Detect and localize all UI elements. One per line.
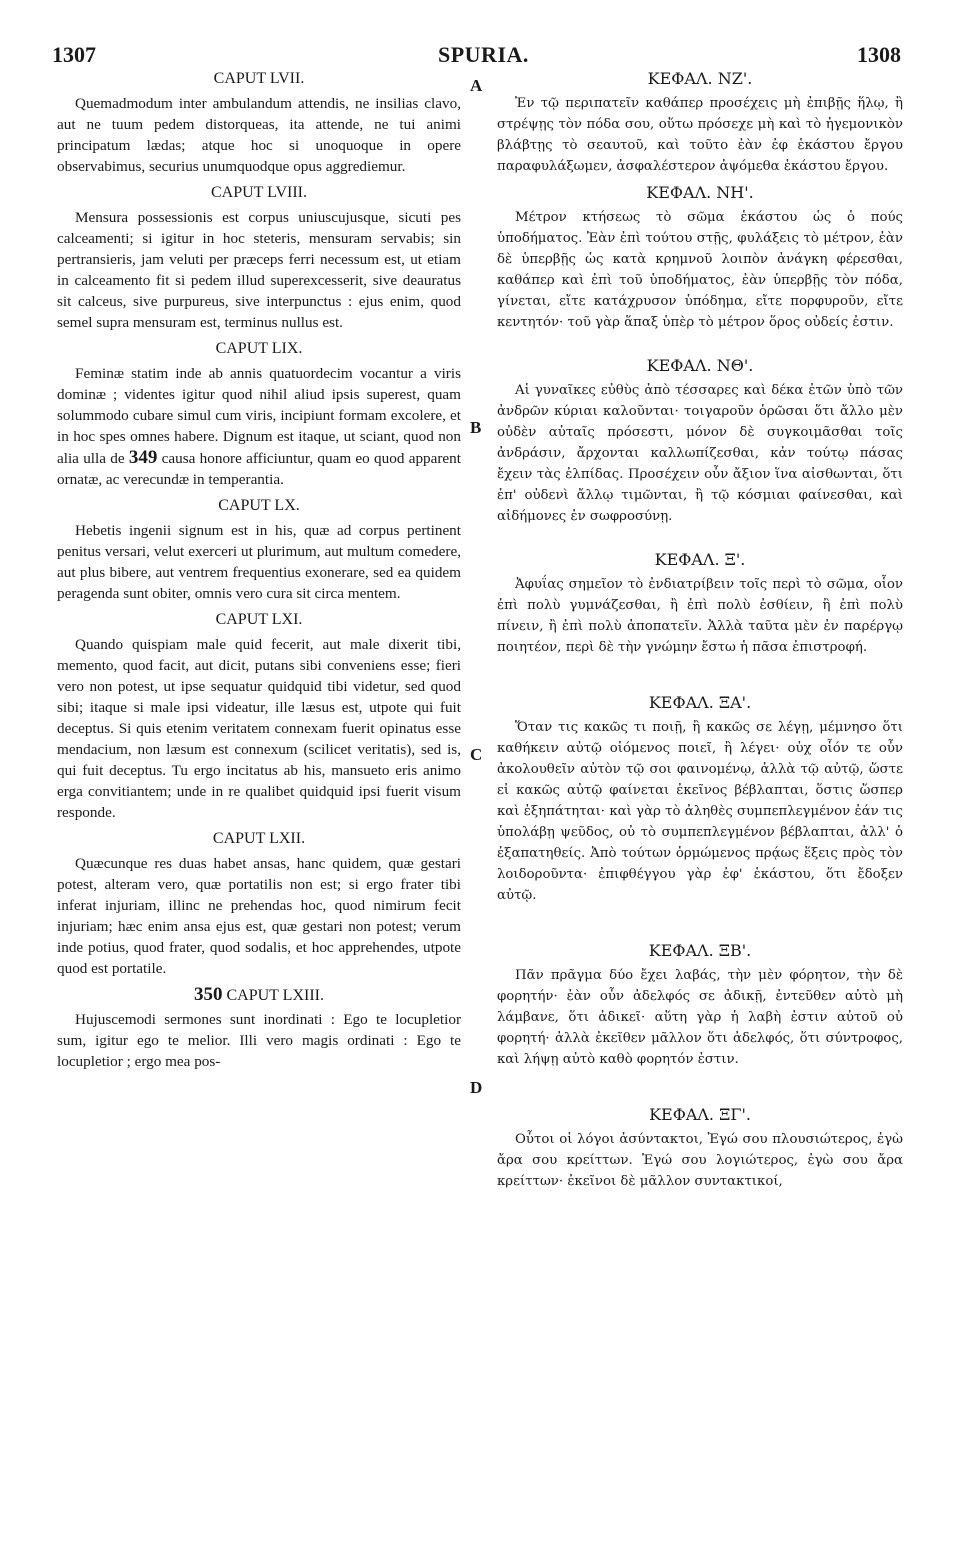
section-heading: CAPUT LX. xyxy=(218,497,300,514)
latin-section xyxy=(57,609,461,823)
section-text: Μέτρον κτήσεως τὸ σῶμα ἑκάστου ὡς ὁ πούς ὑποδήματος. Ἐὰν ἐπὶ τούτου στῇς, φυλάξεις τὸ μέτρον, ἐὰν δὲ ὑπερβῇς ὡς κατὰ κρημνοῦ λοιπὸν ἀνάγκη φέρεσθαι, καθάπερ καὶ ἐπὶ τοῦ ὑποδήματος, ἐὰν ὑπερβῇς τὸν πόδα, γίνεται, εἴτε κατάχρυσον ὑπόδημα, εἴτε πορφυροῦν, εἴτε κεντητόν· τοῦ γὰρ ἅπαξ ὑπὲρ τὸ μέτρον ὅρος οὐδείς ἐστιν. xyxy=(497,210,903,330)
latin-section xyxy=(57,495,461,604)
section-heading: CAPUT LXI. xyxy=(215,611,303,628)
running-title: SPURIA. xyxy=(438,42,529,67)
section-heading: ΚΕΦΑΛ. ΞΒ'. xyxy=(648,941,752,960)
greek-column xyxy=(497,68,903,1192)
section-heading: ΚΕΦΑΛ. ΝΗ'. xyxy=(646,183,754,202)
section-heading: ΚΕΦΑΛ. ΞΑ'. xyxy=(648,693,752,712)
latin-section xyxy=(57,828,461,979)
section-heading: ΚΕΦΑΛ. ΝΖ'. xyxy=(647,69,753,88)
latin-section xyxy=(57,182,461,333)
margin-letter-c: C xyxy=(470,745,483,764)
section-heading: ΚΕΦΑΛ. ΝΘ'. xyxy=(646,356,754,375)
section-text xyxy=(57,363,461,490)
section-text: Αἱ γυναῖκες εὐθὺς ἀπὸ τέσσαρες καὶ δέκα ἐτῶν ὑπὸ τῶν ἀνδρῶν κύριαι καλοῦνται· τοιγαροῦν ὁρῶσαι ὅτι ἄλλο μὲν οὐδὲν αὐταῖς πρόσεστι, μόνον δὲ συγκοιμᾶσθαι τοῖς ἀνδράσιν, ἄρχονται καλλωπίζεσθαι, κἀν τούτῳ πάσας ἔχειν τὰς ἐλπίδας. Προσέχειν οὖν ἄξιον ἵνα αἰσθωνται, ὅτι ἐπ' οὐδενὶ ἄλλῳ τιμῶνται, ἢ τῷ κόσμιαι φαίνεσθαι, καὶ αἰδήμονες ἐν σωφροσύνῃ. xyxy=(497,383,903,524)
latin-section xyxy=(57,68,461,177)
margin-letter-d: D xyxy=(470,1078,483,1097)
section-text: Hebetis ingenii signum est in his, quæ ad corpus pertinent penitus versari, velut exerceri ut plurimum, aut multum comedere, aut plus bibere, aut ventrem frequentius exonerare, sed ea quidem peragenda sunt obiter, omnis vero cura sit circa mentem. xyxy=(57,522,461,602)
column-number-350: 350 xyxy=(194,984,223,1005)
margin-letter-b: B xyxy=(470,418,482,437)
section-heading: ΚΕΦΑΛ. ΞΓ'. xyxy=(649,1105,751,1124)
section-heading xyxy=(57,984,461,1005)
section-heading: CAPUT LIX. xyxy=(215,340,303,357)
section-heading: CAPUT LVIII. xyxy=(210,184,307,201)
left-page-number: 1307 xyxy=(52,42,96,67)
caption-text: CAPUT LXIII. xyxy=(226,987,324,1004)
margin-letter-a: A xyxy=(470,76,483,95)
column-number-349: 349 xyxy=(128,447,158,468)
greek-section xyxy=(497,940,903,1070)
greek-section xyxy=(497,692,903,906)
section-text: Πᾶν πρᾶγμα δύο ἔχει λαβάς, τὴν μὲν φόρητον, τὴν δὲ φορητήν· ἐὰν οὖν ἀδελφός σε ἀδικῇ, ἐντεῦθεν αὐτὸ μὴ λάμβανε, ὅτι ἀδικεῖ· αὕτη γὰρ ἡ λαβὴ ἐστιν αὐτοῦ οὐ φορητή· ἀλλὰ ἐκεῖθεν μᾶλλον ὅτι ἀδελφός, ὅτι σύντροφος, καὶ λήψῃ αὐτὸ καθὸ φορητόν ἐστιν. xyxy=(497,968,903,1067)
section-text: Ὅταν τις κακῶς τι ποιῇ, ἢ κακῶς σε λέγῃ, μέμνησο ὅτι καθήκειν αὐτῷ οἰόμενος ποιεῖ, ἢ λέγει· οὐχ οἷόν τε οὖν ἀκολουθεῖν αὐτὸν τῷ σοι φαινομένῳ, ἀλλὰ τῷ αὐτῷ, ὥστε εἰ κακῶς αὐτῷ φαίνεται ἐκεῖνος βέβλαπται, ὅστις ὥσπερ καὶ ἐξηπάτηται· καὶ γὰρ τὸ ἀληθὲς συμπεπλεγμένον ἐάν τις ὑπολάβῃ ψεῦδος, οὐ τὸ συμπεπλεγμένον βέβλαπται, ἀλλ' ὁ ἐξαπατηθείς. Ἀπὸ τούτων ὁρμώμενος πρᾴως ἕξεις πρὸς τὸν λοιδοροῦντα· ἐπιφθέγγου γὰρ ἐφ' ἑκάστου, ὅτι ἔδοξεν αὐτῷ. xyxy=(497,720,903,903)
section-text: Ἐν τῷ περιπατεῖν καθάπερ προσέχεις μὴ ἐπιβῇς ἥλῳ, ἢ στρέψῃς τὸν πόδα σου, οὕτω πρόσεχε μὴ καὶ τὸ ἡγεμονικὸν βλάβτῃς τὸ σεαυτοῦ, καὶ τοῦτο ἐὰν ἐφ ἑκάστου ἔργου παραφυλάξωμεν, ἀσφαλέστερον ἀψόμεθα ἑκάστου ἔργου. xyxy=(497,96,903,174)
right-page-number: 1308 xyxy=(857,42,901,67)
greek-section xyxy=(497,1104,903,1192)
section-heading: CAPUT LXII. xyxy=(212,830,306,847)
greek-section xyxy=(497,355,903,527)
text-part: causa honore afficiuntur, quam eo quod apparent ornatæ, ac verecundæ in temperantia. xyxy=(57,450,461,488)
section-text: Hujuscemodi sermones sunt inordinati : Ego te locupletior sum, igitur ego te melior. Illi vero magis ordinati : Ego te locupletior ; ergo mea pos- xyxy=(57,1011,461,1070)
greek-section xyxy=(497,182,903,333)
latin-section xyxy=(57,338,461,490)
text-part: Feminæ statim inde ab annis quatuordecim vocantur a viris dominæ ; videntes igitur quod nihil aliud ipsis superest, quam solummodo cubare simul cum viris, incipiunt formam excolere, et in hoc spes omnes habere. Dignum est itaque, ut sciant, quod non alia ulla de xyxy=(57,365,461,467)
latin-section xyxy=(57,984,461,1072)
latin-column xyxy=(57,68,461,1072)
section-text: Οὗτοι οἱ λόγοι ἀσύντακτοι, Ἐγώ σου πλουσιώτερος, ἐγὼ ἄρα σου κρείττων. Ἐγώ σου λογιώτερος, ἐγὼ σου ἄρα κρείττων· ἐκεῖνοι δὲ μᾶλλον συντακτικοί, xyxy=(497,1132,903,1189)
section-text: Quemadmodum inter ambulandum attendis, ne insilias clavo, aut ne tuum pedem distorqueas, ita attende, ne tui animi principatum lædas; atque hoc si unoquoque in opere observabimus, securius unumquodque opus aggrediemur. xyxy=(57,95,461,175)
section-heading: ΚΕΦΑΛ. Ξ'. xyxy=(654,550,746,569)
greek-section xyxy=(497,549,903,658)
section-text: Ἀφυΐας σημεῖον τὸ ἐνδιατρίβειν τοῖς περὶ τὸ σῶμα, οἷον ἐπὶ πολὺ γυμνάζεσθαι, ἢ ἐπὶ πολὺ ἐσθίειν, ἢ ἐπὶ πολὺ πίνειν, ἢ ἐπὶ πολὺ ἀποπατεῖν. Ἀλλὰ ταῦτα μὲν ἐν παρέργῳ ποιητέον, περὶ δὲ τὴν γνώμην ἔστω ἡ πᾶσα ἐπιστροφή. xyxy=(497,577,903,655)
section-text: Mensura possessionis est corpus uniuscujusque, sicuti pes calceamenti; si igitur in hoc steteris, mensuram servabis; sin pertransieris, jam veluti per præceps ferri necessum est, ut etiam in calceamento fit si pedem illud superexcesserit, sive deauratus sit calceus, sive purpureus, sive interpunctus : ejus enim, quod semel supra mensuram est, terminus nullus est. xyxy=(57,209,461,331)
section-heading: CAPUT LVII. xyxy=(213,70,305,87)
section-text: Quæcunque res duas habet ansas, hanc quidem, quæ gestari potest, alteram vero, quæ portatilis non est; si ergo frater tibi inferat injuriam, illinc ne prehendas hoc, quod nimirum fecit injuriam; hæc enim ansa ejus est, quæ gestari non potest; verum inde potius, quod frater, quod sodalis, et hoc apprehendes, utpote quod est portatile. xyxy=(57,855,461,977)
greek-section xyxy=(497,68,903,177)
section-text: Quando quispiam male quid fecerit, aut male dixerit tibi, memento, quod facit, aut dicit, putans sibi conveniens esse; fieri vero non potest, ut ipse sequatur quidquid tibi videtur, sed quod sibi; itaque si male ipsi videatur, ille læsus est, utpote qui fuit deceptus. Si quis etenim veritatem connexam fuerit opinatus esse mendacium, non læsum est connexum (scilicet veritatis), sed is, qui fuit deceptus. Tu ergo incitatus ab his, mansueto eris animo erga convitiantem; unde in re qualibet quidquid ipsi fuerit visum responde. xyxy=(57,636,461,821)
